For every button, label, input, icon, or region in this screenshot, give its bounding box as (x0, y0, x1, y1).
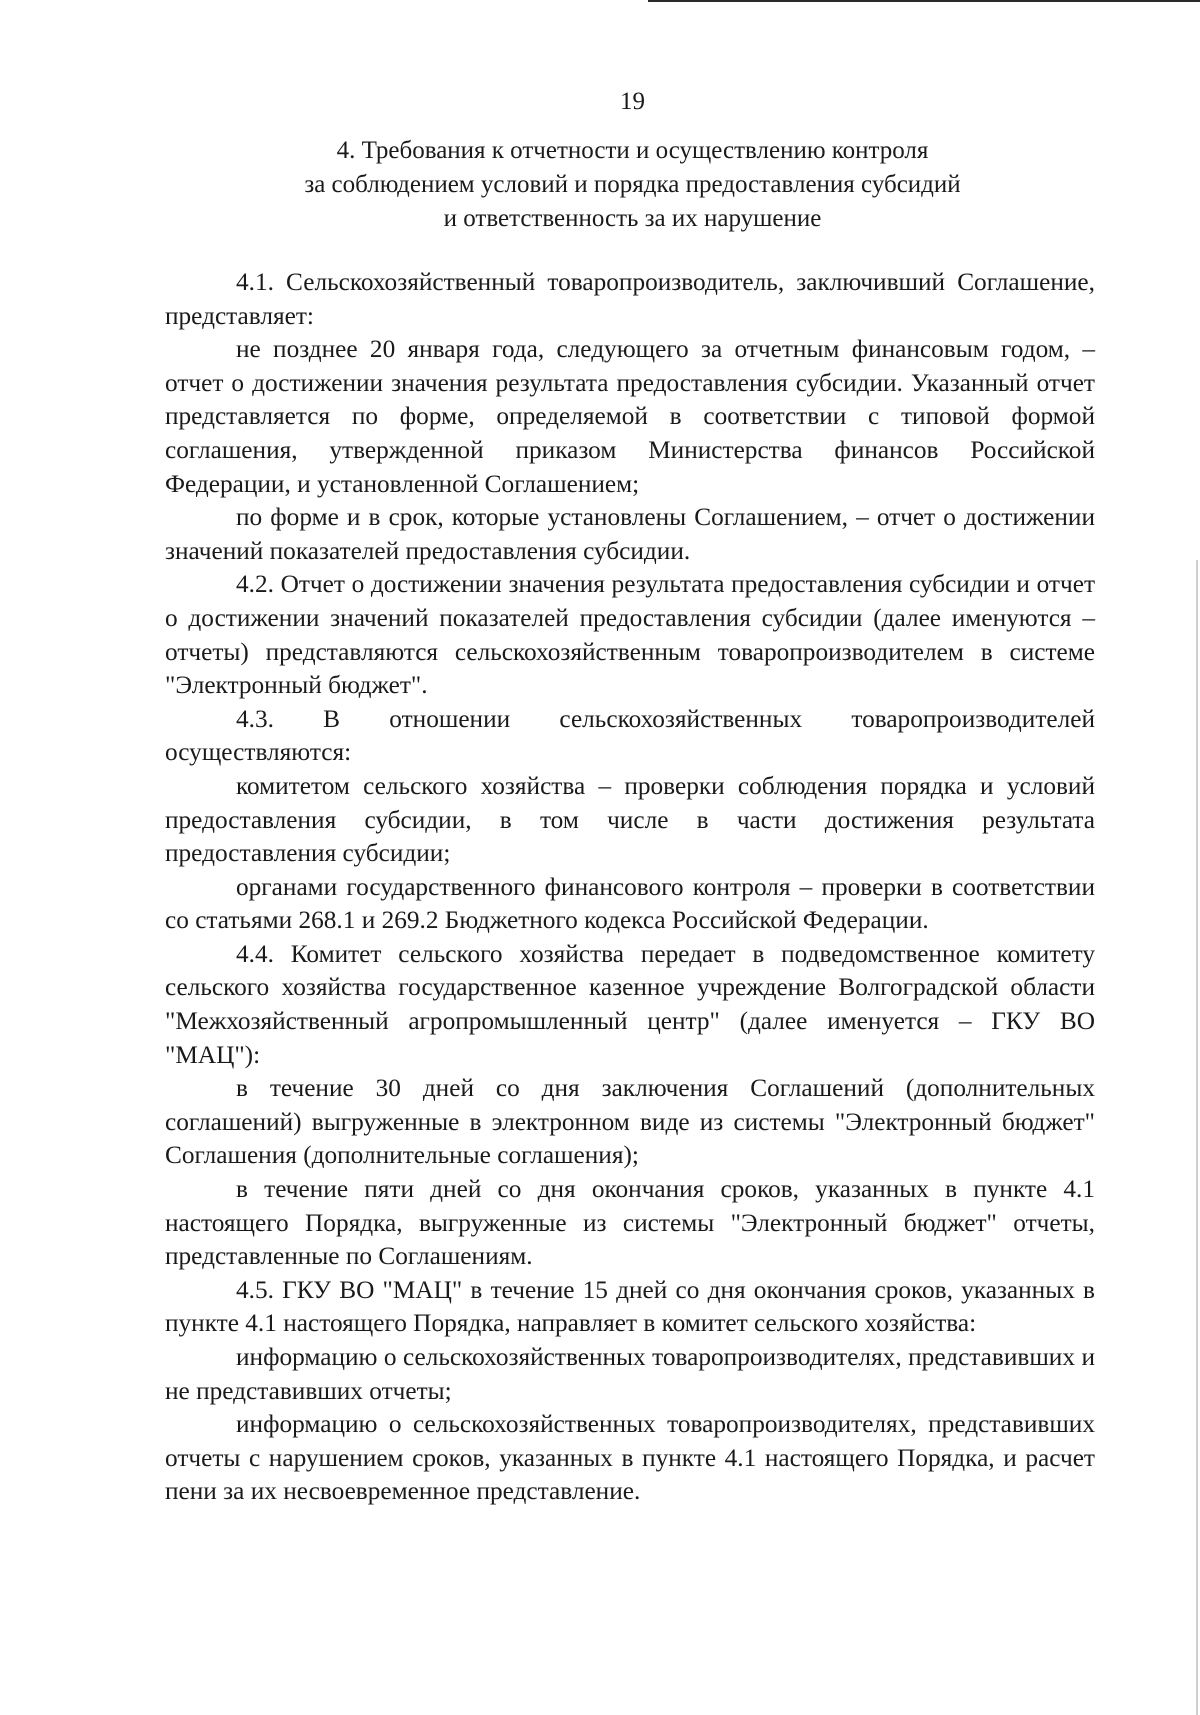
page-number: 19 (620, 88, 645, 115)
paragraph-4-2: 4.2. Отчет о достижении значения результата предоставления субсидии и отчет о достижении значений показателей предоставления субсидии (далее именуются – отчеты) представляются сельскохозяйственным товаропроизводителем в системе "Электронный бюджет". (165, 570, 1095, 700)
paragraph-4-3-item-2: органами государственного финансового контроля – проверки в соответствии со статьями 268.1 и 269.2 Бюджетного кодекса Российской Федерации. (165, 872, 1095, 935)
paragraph-4-1: 4.1. Сельскохозяйственный товаропроизводитель, заключивший Соглашение, представляет: (165, 268, 1095, 330)
document-body (165, 266, 1095, 1509)
paragraph-4-3: 4.3. В отношении сельскохозяйственных товаропроизводителей осуществляются: (165, 704, 1095, 767)
section-heading (160, 134, 1105, 236)
paragraph-4-1-item-1: не позднее 20 января года, следующего за отчетным финансовым годом, – отчет о достижении значения результата предоставления субсидии. Указанный отчет представляется по форме, определяемой в соответствии с типовой формой соглашения, утвержденной приказом Министерства финансов Российской Федерации, и установленной Соглашением; (165, 335, 1095, 498)
scan-edge-line (648, 0, 1200, 2)
paragraph-4-5-item-1: информацию о сельскохозяйственных товаропроизводителях, представивших и не представивших отчеты; (165, 1343, 1095, 1405)
paragraph-4-5: 4.5. ГКУ ВО "МАЦ" в течение 15 дней со дня окончания сроков, указанных в пункте 4.1 настоящего Порядка, направляет в комитет сельского хозяйства: (165, 1275, 1095, 1338)
paragraph-4-5-item-2: информацию о сельскохозяйственных товаропроизводителях, представивших отчеты с нарушением сроков, указанных в пункте 4.1 настоящего Порядка, и расчет пени за их несвоевременное представление. (165, 1410, 1095, 1506)
paragraph-4-1-item-2: по форме и в срок, которые установлены Соглашением, – отчет о достижении значений показателей предоставления субсидии. (165, 503, 1095, 565)
paragraph-4-4-item-2: в течение пяти дней со дня окончания сроков, указанных в пункте 4.1 настоящего Порядка, выгруженные из системы "Электронный бюджет" отчеты, представленные по Соглашениям. (165, 1175, 1095, 1271)
paragraph-4-3-item-1: комитетом сельского хозяйства – проверки соблюдения порядка и условий предоставления субсидии, в том числе в части достижения результата предоставления субсидии; (165, 771, 1095, 868)
paragraph-4-4-item-1: в течение 30 дней со дня заключения Соглашений (дополнительных соглашений) выгруженные в электронном виде из системы "Электронный бюджет" Соглашения (дополнительные соглашения); (165, 1074, 1095, 1170)
section-heading-line-1: 4. Требования к отчетности и осуществлению контроля (336, 137, 929, 164)
scan-edge-shadow (1196, 560, 1198, 1715)
section-heading-line-2: за соблюдением условий и порядка предоставления субсидий (304, 171, 961, 198)
section-heading-line-3: и ответственность за их нарушение (443, 205, 822, 232)
paragraph-4-4: 4.4. Комитет сельского хозяйства передает в подведомственное комитету сельского хозяйства государственное казенное учреждение Волгоградской области "Межхозяйственный агропромышленный центр" (далее именуется – ГКУ ВО "МАЦ"): (165, 939, 1095, 1069)
